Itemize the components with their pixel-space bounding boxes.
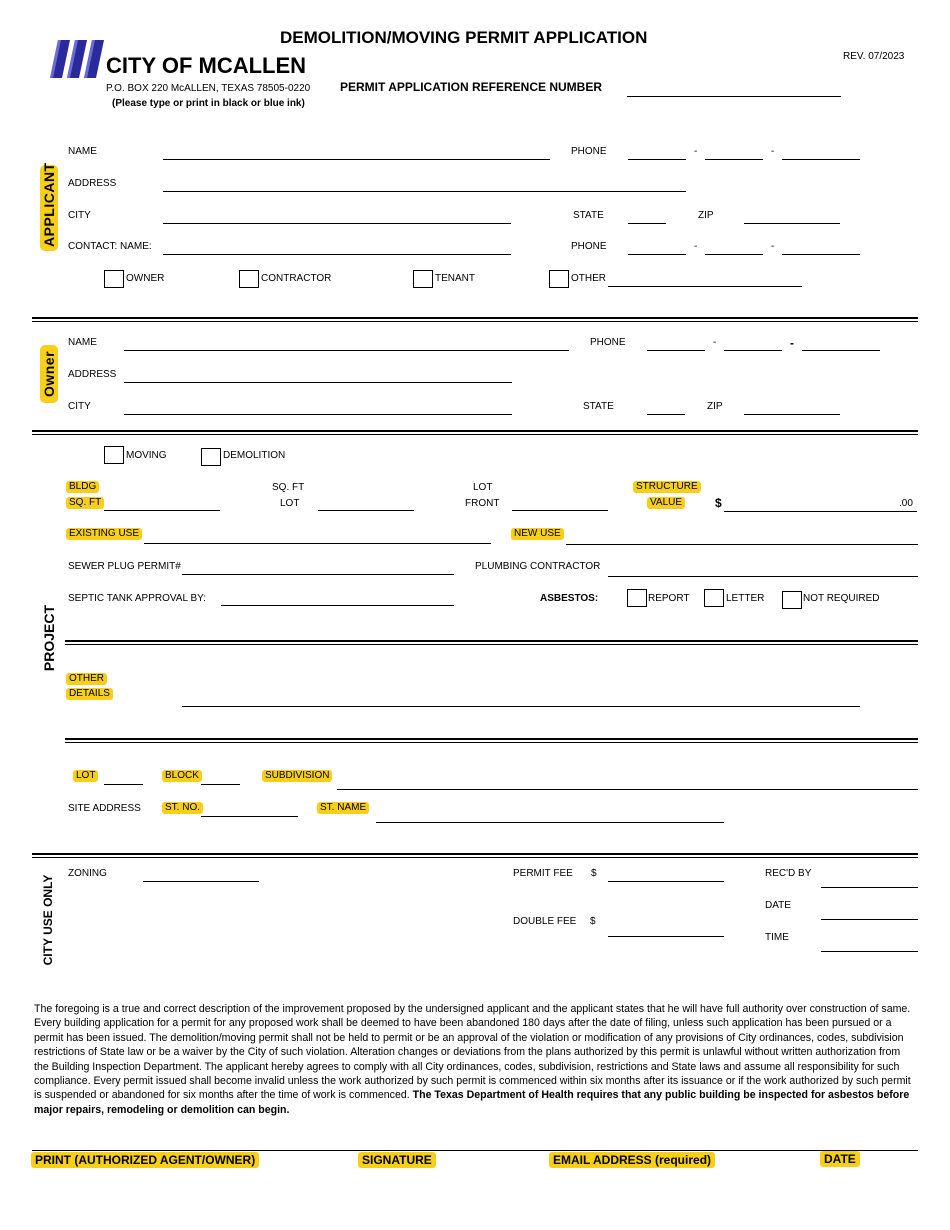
other-details-label-1: OTHER [66,673,107,685]
applicant-state-label: STATE [573,210,604,221]
section-divider-applicant [32,317,918,322]
sewer-plug-line [182,574,454,575]
disclaimer-paragraph [34,1002,914,1117]
applicant-phone-line-input[interactable] [782,143,860,159]
contact-phone-line-input[interactable] [782,238,860,254]
applicant-state-input[interactable] [628,207,666,223]
plumbing-contractor-label: PLUMBING CONTRACTOR [475,561,601,572]
contact-phone-prefix-line [705,254,763,255]
new-use-label: NEW USE [511,528,564,540]
owner-name-input[interactable] [124,334,568,350]
applicant-name-line [163,159,550,160]
owner-city-label: CITY [68,401,91,412]
permit-fee-dollar: $ [591,868,597,879]
other-role-input[interactable] [608,270,801,286]
new-use-line [566,544,918,545]
other-role-checkbox[interactable] [549,270,569,288]
bldg-sqft-line [104,510,220,511]
subdivision-input[interactable] [337,772,917,788]
double-fee-dollar: $ [590,916,596,927]
septic-approval-input[interactable] [221,590,453,606]
org-address: P.O. BOX 220 McALLEN, TEXAS 78505-0220 [106,83,311,94]
subdivision-label: SUBDIVISION [262,770,332,782]
other-role-checkbox-label: OTHER [571,273,606,284]
lot-input[interactable] [104,768,142,784]
received-by-input[interactable] [821,871,917,887]
city-date-label: DATE [765,900,791,911]
contact-phone-area-input[interactable] [628,238,686,254]
disclaimer-text: The foregoing is a true and correct description of the improvement proposed by the undersigned applicant and the applicant states that he will have full authority over construction of same. Every building application for a permit for any proposed work shall be deemed to have been abandoned 180 days after the date of filing, unless such application has been pursued or a permit has been issued. The demolition/moving permit shall not be held to permit or be an approval of the violation or modification of any provisions of City ordinances, codes, subdivision restrictions of State law or be a waiver by the City of such violation. Alteration changes or deviations from the plans authorized by this permit is unlawful without written authorization from the Building Inspection Department. The applicant hereby agrees to comply with all City ordinances, codes, subdivision, restrictions and State laws and assume all responsibility for such compliance. Every permit issued shall become invalid unless the work authorized by such permit is commenced within six months after its issuance or if the work authorized by such permit is suspended or abandoned for six months after the time of work is commenced. [34,1003,911,1102]
contact-phone-prefix-input[interactable] [705,238,763,254]
asbestos-notice: The Texas Department of Health requires that any public building be inspected for asbestos before major repairs, remodeling or demolition can begin. [34,1089,910,1116]
applicant-address-line [163,191,686,192]
bldg-label: BLDG [66,481,99,493]
zoning-line [143,881,259,882]
applicant-zip-line [744,223,840,224]
city-time-label: TIME [765,932,789,943]
street-name-line [376,822,724,823]
owner-address-line [124,382,512,383]
other-details-input[interactable] [182,690,859,706]
city-date-input[interactable] [821,903,917,919]
structure-value-line [724,511,917,512]
owner-zip-input[interactable] [744,398,840,414]
city-time-input[interactable] [821,935,917,951]
street-number-input[interactable] [201,800,297,816]
applicant-state-line [628,223,666,224]
double-fee-label: DOUBLE FEE [513,916,577,927]
asbestos-letter-checkbox[interactable] [704,589,724,607]
owner-city-input[interactable] [124,398,511,414]
demolition-checkbox-label: DEMOLITION [223,450,286,461]
applicant-city-line [163,223,511,224]
applicant-phone-dash-2: - [771,146,775,157]
applicant-name-label: NAME [68,146,97,157]
project-divider-2 [65,738,918,743]
structure-label: STRUCTURE [633,481,701,493]
owner-name-label: NAME [68,337,97,348]
plumbing-contractor-line [608,576,918,577]
owner-zip-line [744,414,840,415]
owner-phone-area-input[interactable] [647,334,705,350]
city-time-line [821,951,918,952]
owner-checkbox[interactable] [104,270,124,288]
applicant-name-input[interactable] [163,143,549,159]
applicant-zip-label: ZIP [698,210,714,221]
block-input[interactable] [201,768,239,784]
site-address-label: SITE ADDRESS [68,803,141,814]
permit-fee-input[interactable] [608,865,723,881]
applicant-section-label: APPLICANT [40,165,58,251]
print-name-label: PRINT (AUTHORIZED AGENT/OWNER) [31,1152,259,1168]
reference-number-label: PERMIT APPLICATION REFERENCE NUMBER [340,80,603,94]
applicant-phone-label: PHONE [571,146,607,157]
structure-value-input[interactable] [724,494,894,510]
logo-stripes-icon [48,38,104,80]
reference-number-line [627,96,841,97]
owner-phone-line-input[interactable] [802,334,880,350]
owner-phone-area-line [647,350,705,351]
zoning-input[interactable] [143,865,258,881]
owner-state-input[interactable] [647,398,685,414]
sqft-lot-label-1: SQ. FT [272,482,305,493]
owner-phone-dash-2: - [790,336,794,350]
applicant-phone-prefix-input[interactable] [705,143,763,159]
lot-label: LOT [73,770,98,782]
signature-row-input[interactable] [32,1134,918,1150]
sewer-plug-input[interactable] [182,558,453,574]
contact-phone-label: PHONE [571,241,607,252]
street-name-label: ST. NAME [317,802,369,814]
asbestos-not-required-checkbox[interactable] [782,591,802,609]
project-divider-1 [65,640,918,645]
owner-phone-number-line [802,350,880,351]
existing-use-input[interactable] [144,526,490,542]
signature-label: SIGNATURE [358,1152,436,1168]
contact-phone-area-line [628,254,686,255]
owner-name-line [124,350,569,351]
applicant-zip-input[interactable] [744,207,840,223]
owner-address-input[interactable] [124,366,511,382]
city-logo [48,38,104,80]
contractor-checkbox-label: CONTRACTOR [261,273,332,284]
new-use-input[interactable] [566,526,917,542]
tenant-checkbox-label: TENANT [435,273,475,284]
permit-fee-label: PERMIT FEE [513,868,573,879]
zoning-label: ZONING [68,868,107,879]
tenant-checkbox[interactable] [413,270,433,288]
contact-phone-dash-2: - [771,241,775,252]
bldg-sqft-input[interactable] [104,494,220,510]
block-label: BLOCK [162,770,202,782]
owner-phone-dash-1: - [713,337,717,348]
asbestos-letter-label: LETTER [726,593,765,604]
applicant-city-label: CITY [68,210,91,221]
applicant-phone-area-line [628,159,686,160]
applicant-phone-dash-1: - [694,146,698,157]
owner-state-line [647,414,685,415]
sqft-lot-line [318,510,414,511]
owner-phone-prefix-line [724,350,782,351]
asbestos-report-checkbox[interactable] [627,589,647,607]
contact-phone-number-line [782,254,860,255]
double-fee-input[interactable] [608,919,723,935]
city-date-line [821,919,918,920]
value-label: VALUE [647,497,685,509]
block-line [201,784,240,785]
other-details-line [182,706,860,707]
existing-use-label: EXISTING USE [66,528,142,540]
applicant-address-input[interactable] [163,175,685,191]
contact-name-label: CONTACT: NAME: [68,241,152,252]
asbestos-report-label: REPORT [648,593,690,604]
applicant-address-label: ADDRESS [68,178,117,189]
lot-front-label-1: LOT [473,482,493,493]
septic-approval-line [221,605,454,606]
applicant-city-input[interactable] [163,207,510,223]
street-number-label: ST. NO. [162,802,203,814]
contractor-checkbox[interactable] [239,270,259,288]
org-name: CITY OF MCALLEN [106,53,307,78]
street-number-line [201,816,298,817]
permit-fee-line [608,881,724,882]
form-title: DEMOLITION/MOVING PERMIT APPLICATION [280,28,648,47]
other-role-line [608,286,802,287]
lot-front-label-2: FRONT [465,498,500,509]
asbestos-not-required-label: NOT REQUIRED [803,593,880,604]
applicant-phone-prefix-line [705,159,763,160]
email-address-label: EMAIL ADDRESS (required) [549,1152,715,1168]
owner-checkbox-label: OWNER [126,273,165,284]
ink-instruction: (Please type or print in black or blue ink) [112,98,305,109]
city-use-only-label: CITY USE ONLY [41,874,55,966]
contact-name-line [163,254,511,255]
owner-section-label: Owner [40,345,58,403]
owner-state-label: STATE [583,401,614,412]
signature-date-label: DATE [820,1151,860,1167]
lot-front-line [512,510,608,511]
double-fee-line [608,936,724,937]
owner-phone-prefix-input[interactable] [724,334,782,350]
owner-city-line [124,414,512,415]
other-details-label-2: DETAILS [66,688,113,700]
subdivision-line [337,789,918,790]
applicant-phone-area-input[interactable] [628,143,686,159]
existing-use-line [144,543,491,544]
structure-value-cents: .00 [899,498,913,509]
section-divider-project [32,853,918,858]
owner-zip-label: ZIP [707,401,723,412]
septic-approval-label: SEPTIC TANK APPROVAL BY: [68,593,207,604]
project-section-label: PROJECT [41,604,57,672]
reference-number-input[interactable] [628,80,840,96]
lot-front-input[interactable] [512,494,608,510]
moving-checkbox-label: MOVING [126,450,167,461]
contact-name-input[interactable] [163,238,510,254]
plumbing-contractor-input[interactable] [608,558,917,574]
sqft-lot-label-2: LOT [280,498,300,509]
asbestos-label: ASBESTOS: [540,593,599,604]
contact-phone-dash-1: - [694,241,698,252]
revision-label: REV. 07/2023 [843,51,905,62]
lot-line [104,784,143,785]
street-name-input[interactable] [376,806,723,822]
moving-checkbox[interactable] [104,446,124,464]
signature-row-line [32,1150,918,1151]
structure-value-dollar: $ [715,496,722,510]
received-by-line [821,887,918,888]
section-divider-owner [32,430,918,435]
received-by-label: REC'D BY [765,868,812,879]
owner-phone-label: PHONE [590,337,626,348]
sewer-plug-label: SEWER PLUG PERMIT# [68,561,181,572]
applicant-phone-number-line [782,159,860,160]
bldg-sqft-label: SQ. FT [66,497,104,509]
owner-address-label: ADDRESS [68,369,117,380]
sqft-lot-input[interactable] [318,494,414,510]
demolition-checkbox[interactable] [201,448,221,466]
